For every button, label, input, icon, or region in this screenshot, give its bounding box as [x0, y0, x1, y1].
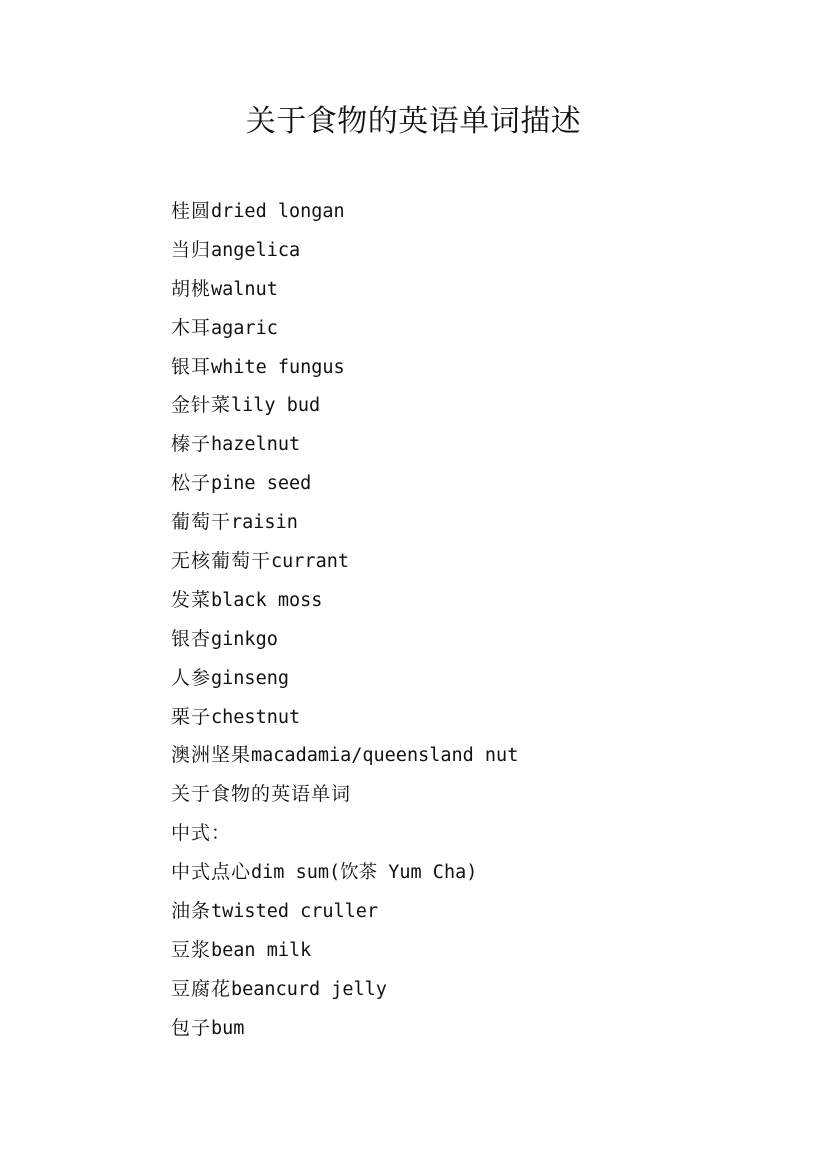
chinese-term: 胡桃 [171, 277, 212, 300]
chinese-term: 人参 [171, 666, 212, 689]
english-term: bum [211, 1017, 245, 1039]
chinese-term: 发菜 [171, 588, 212, 611]
english-term: dried longan [211, 201, 345, 222]
english-term: black moss [211, 589, 323, 611]
section-heading [171, 775, 771, 814]
chinese-term: 当归 [171, 238, 212, 261]
chinese-term: 澳洲坚果 [171, 744, 252, 767]
list-item [171, 892, 771, 931]
english-term: walnut [211, 278, 278, 300]
chinese-term: 豆浆 [171, 938, 212, 961]
chinese-term: 豆腐花 [171, 977, 232, 1000]
chinese-term: 桂圆 [171, 200, 212, 222]
list-item [171, 581, 771, 620]
english-term: white fungus [211, 356, 345, 378]
list-item [171, 270, 771, 309]
chinese-term: 包子 [171, 1016, 212, 1039]
chinese-term: 金针菜 [171, 394, 232, 417]
chinese-term: 关于食物的英语单词 [171, 783, 352, 806]
list-item [171, 736, 771, 775]
english-term: macadamia/queensland nut [251, 745, 519, 767]
list-item [171, 542, 771, 581]
english-term: ginkgo [211, 628, 278, 650]
list-item [171, 348, 771, 387]
english-term: twisted cruller [211, 901, 379, 923]
english-term: beancurd jelly [231, 978, 387, 1000]
chinese-term: 银耳 [171, 355, 212, 378]
chinese-term: 榛子 [171, 433, 212, 456]
list-item [171, 659, 771, 698]
chinese-term: 油条 [171, 900, 212, 923]
english-term: ginseng [211, 667, 289, 689]
list-item [171, 698, 771, 737]
list-item [171, 425, 771, 464]
english-term: angelica [211, 239, 301, 261]
english-term: hazelnut [211, 434, 301, 456]
list-item [171, 931, 771, 970]
list-item [171, 620, 771, 659]
list-item [171, 464, 771, 503]
chinese-term: 中式点心 [171, 861, 252, 884]
list-item [171, 503, 771, 542]
list-item [171, 970, 771, 1009]
chinese-term: 木耳 [171, 316, 212, 339]
list-item [171, 1009, 771, 1048]
list-item [171, 192, 771, 231]
chinese-term: 栗子 [171, 705, 212, 728]
chinese-term: 葡萄干 [171, 511, 232, 534]
list-item [171, 853, 771, 892]
english-term: raisin [231, 512, 298, 534]
english-term: agaric [211, 317, 278, 339]
english-term: currant [271, 551, 349, 573]
english-term: pine seed [211, 473, 312, 495]
document-title: 关于食物的英语单词描述 [245, 104, 582, 139]
chinese-term: 银杏 [171, 627, 212, 650]
english-term: chestnut [211, 706, 301, 728]
chinese-term: 无核葡萄干 [171, 550, 272, 573]
chinese-term: 松子 [171, 472, 212, 495]
list-item [171, 231, 771, 270]
vocabulary-list [171, 192, 771, 1048]
list-item [171, 309, 771, 348]
chinese-term: 中式： [171, 822, 232, 845]
english-term: dim sum(饮茶 Yum Cha) [251, 862, 478, 884]
section-heading [171, 814, 771, 853]
english-term: lily bud [231, 395, 321, 417]
english-term: bean milk [211, 939, 312, 961]
list-item [171, 386, 771, 425]
